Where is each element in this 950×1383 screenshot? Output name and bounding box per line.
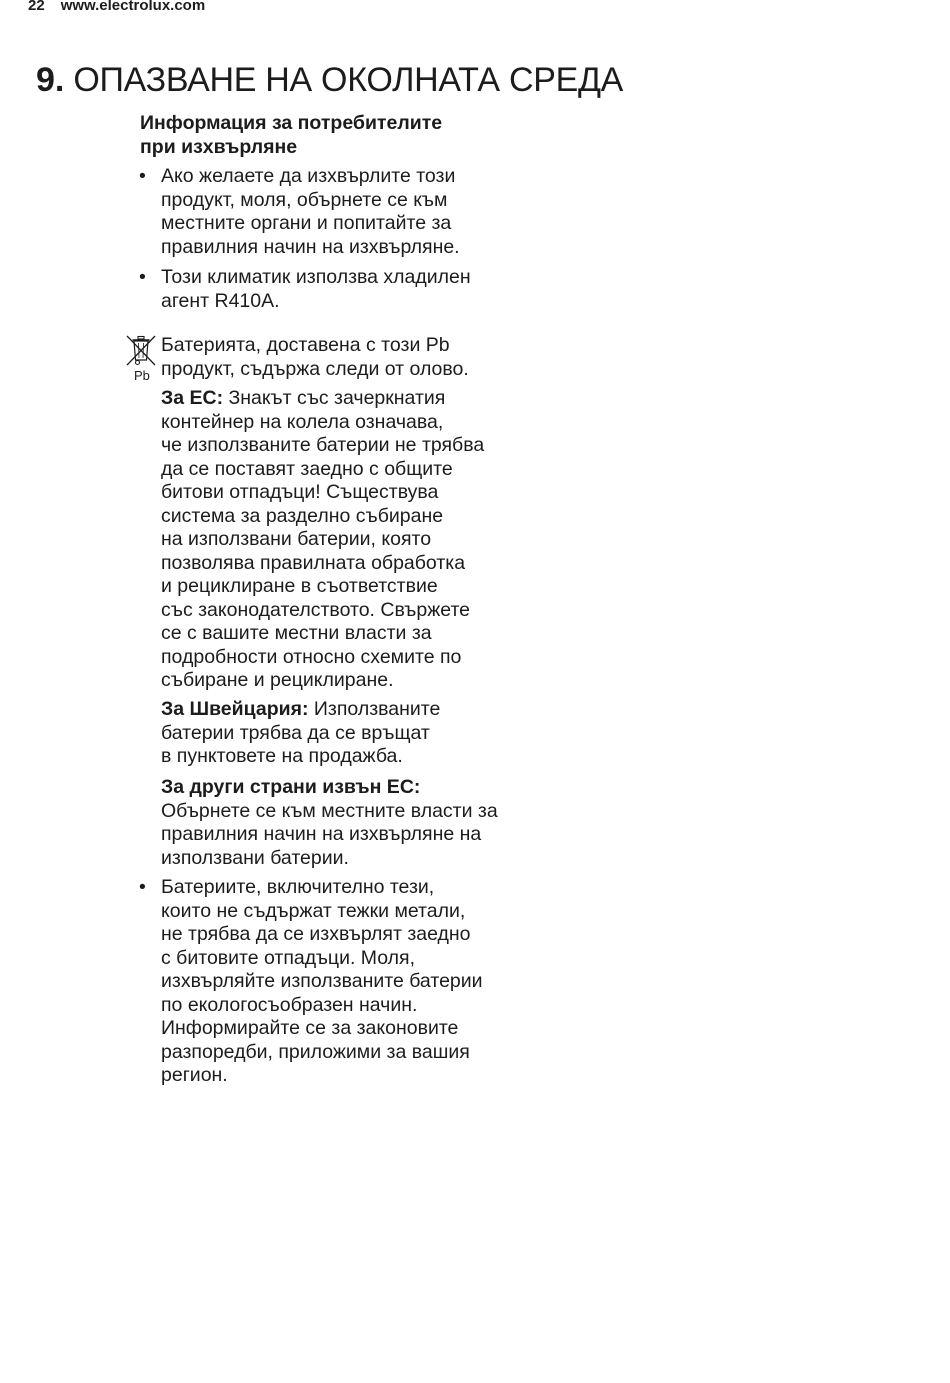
- bullet-battery-disposal: [139, 876, 483, 1088]
- section-title-text: ОПАЗВАНЕ НА ОКОЛНАТА СРЕДА: [73, 61, 624, 99]
- paragraph-line: използвани батерии.: [161, 846, 349, 869]
- paragraph-line: система за разделно събиране: [161, 504, 444, 527]
- paragraph-line: изхвърляйте използваните батерии: [161, 970, 483, 992]
- paragraph-line: контейнер на колела означава,: [161, 410, 444, 433]
- paragraph-line: агент R410A.: [161, 289, 280, 312]
- bullet-icon: •: [139, 165, 146, 187]
- bullet-refrigerant: [139, 266, 471, 313]
- bin-handle: [138, 337, 144, 340]
- paragraph-line: продукт, съдържа следи от олово.: [161, 357, 469, 380]
- section-number: 9.: [36, 61, 65, 99]
- paragraph-line: със законодателството. Свържете: [161, 598, 471, 621]
- bullet-disposal-info: [139, 165, 460, 259]
- switzerland-first-line: Използваните: [313, 698, 441, 720]
- subheading-line: при изхвърляне: [140, 135, 298, 158]
- paragraph-line: [161, 387, 484, 411]
- paragraph-line: Обърнете се към местните власти за: [161, 799, 498, 822]
- bullet-icon: •: [139, 266, 146, 288]
- eu-first-line: Знакът със зачеркнатия: [228, 387, 446, 409]
- paragraph-line: в пунктовете на продажба.: [161, 745, 403, 767]
- paragraph-line: Този климатик използва хладилен: [161, 266, 471, 288]
- battery-symbol-label: Pb: [134, 368, 150, 383]
- subheading: [140, 112, 442, 159]
- paragraph-line: не трябва да се изхвърлят заедно: [161, 923, 471, 945]
- eu-disposal-paragraph: [161, 387, 484, 693]
- paragraph-line: разпоредби, приложими за вашия: [161, 1040, 470, 1063]
- bin-rib: [143, 343, 144, 358]
- switzerland-disposal-paragraph: [161, 698, 440, 769]
- paragraph-line: които не съдържат тежки метали,: [161, 899, 466, 922]
- other-countries-disposal-paragraph: [161, 776, 498, 870]
- page-number: 22: [28, 0, 45, 14]
- paragraph-line: позволява правилната обработка: [161, 551, 466, 574]
- paragraph-line: [161, 698, 440, 722]
- paragraph-line: и рециклиране в съответствие: [161, 575, 438, 597]
- subheading-line: Информация за потребителите: [140, 112, 443, 134]
- paragraph-line: Батерията, доставена с този Pb: [161, 334, 450, 356]
- paragraph-line: Батериите, включително тези,: [161, 876, 435, 898]
- bin-rib: [139, 343, 140, 358]
- paragraph-line: се с вашите местни власти за: [161, 622, 432, 644]
- battery-lead-notice: [161, 334, 469, 381]
- paragraph-line: Ако желаете да изхвърлите този: [161, 165, 456, 187]
- paragraph-line: Информирайте се за законовите: [161, 1017, 459, 1039]
- switzerland-label: За Швейцария:: [161, 698, 309, 720]
- paragraph-line: събиране и рециклиране.: [161, 669, 394, 691]
- bullet-icon: •: [139, 876, 146, 898]
- paragraph-line: местните органи и попитайте за: [161, 212, 452, 234]
- bin-wheel: [136, 361, 140, 365]
- page-header: [28, 0, 205, 15]
- paragraph-line: битови отпадъци! Съществува: [161, 481, 439, 503]
- paragraph-line: правилния начин на изхвърляне.: [161, 235, 460, 258]
- paragraph-line: на използвани батерии, която: [161, 528, 432, 550]
- section-title: [36, 60, 623, 100]
- paragraph-line: батерии трябва да се връщат: [161, 721, 430, 744]
- website-link[interactable]: www.electrolux.com: [60, 0, 206, 14]
- eu-label: За ЕС:: [161, 387, 224, 409]
- other-countries-label: За други страни извън ЕС:: [161, 776, 421, 798]
- paragraph-line: регион.: [161, 1064, 228, 1086]
- paragraph-line: продукт, моля, обърнете се към: [161, 188, 448, 211]
- crossed-bin-battery-icon: [124, 333, 158, 383]
- paragraph-line: правилния начин на изхвърляне на: [161, 823, 482, 845]
- paragraph-line: по екологосъобразен начин.: [161, 993, 418, 1016]
- paragraph-line: да се поставят заедно с общите: [161, 457, 453, 480]
- paragraph-line: че използваните батерии не трябва: [161, 434, 485, 456]
- paragraph-line: с битовите отпадъци. Моля,: [161, 946, 416, 969]
- paragraph-line: подробности относно схемите по: [161, 645, 462, 668]
